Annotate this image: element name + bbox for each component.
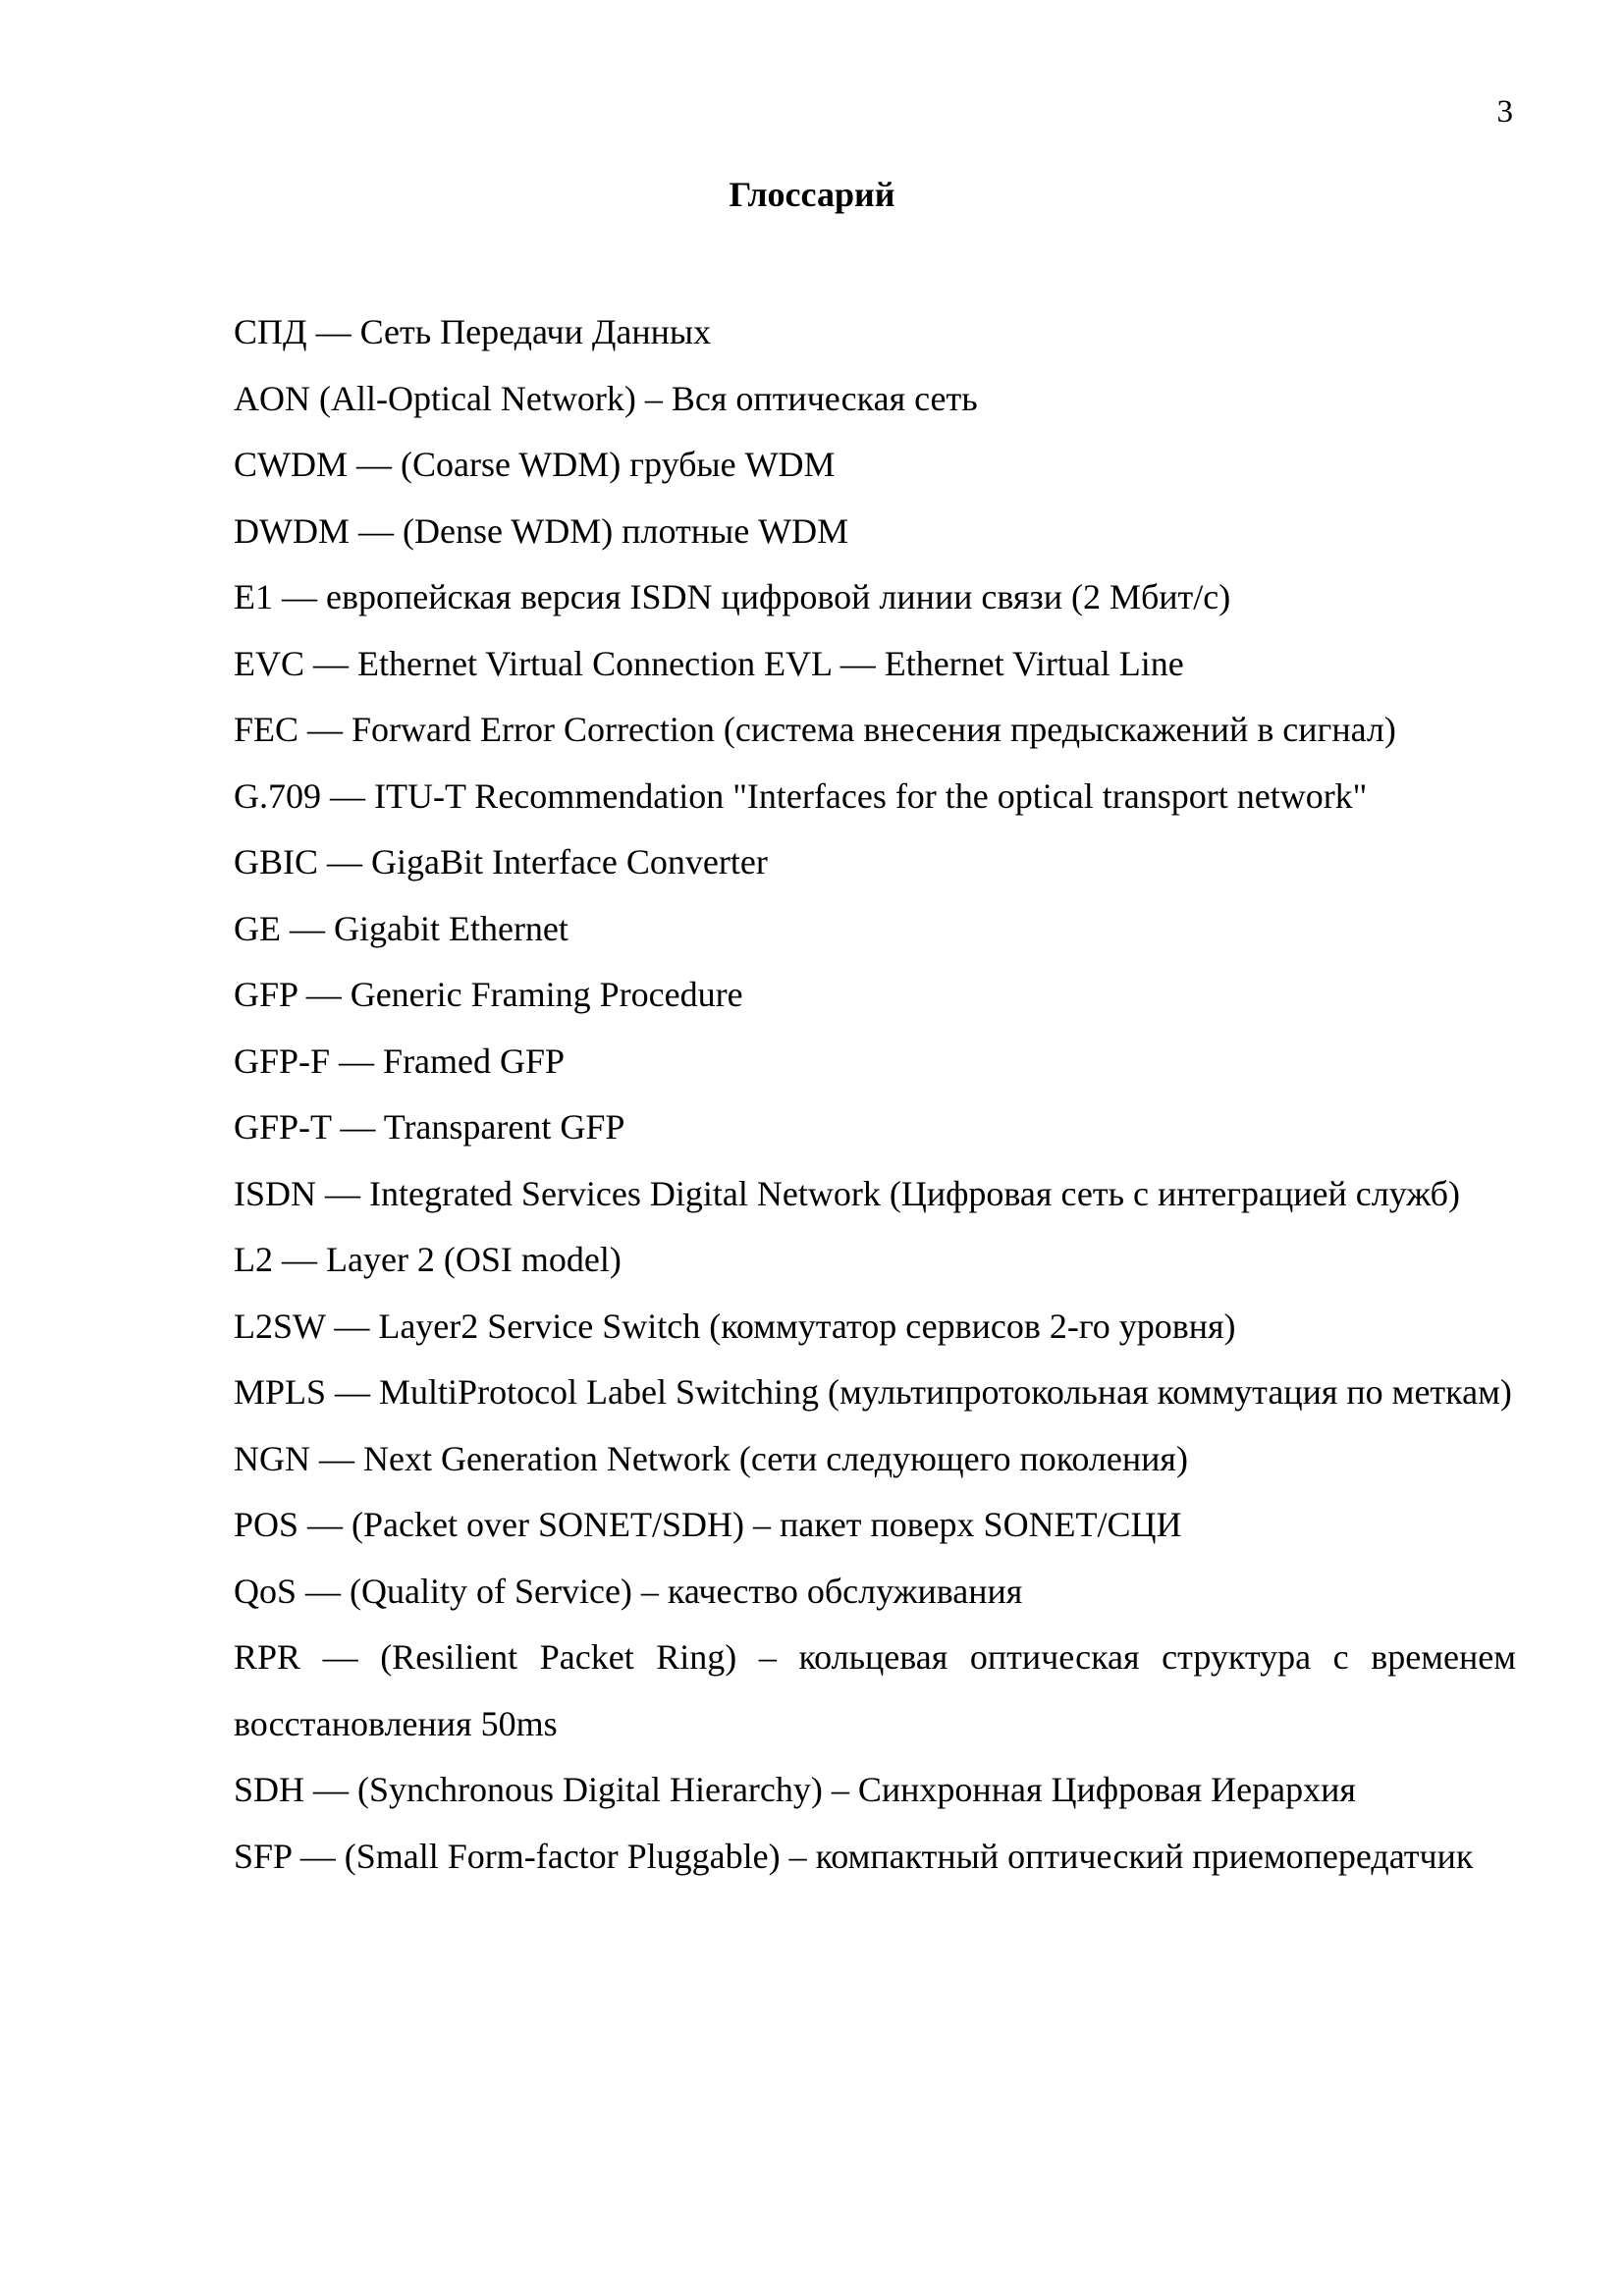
glossary-entry: GE — Gigabit Ethernet bbox=[234, 908, 568, 948]
glossary-entry: GFP-T — Transparent GFP bbox=[234, 1107, 625, 1147]
glossary-entry: L2 — Layer 2 (OSI model) bbox=[234, 1240, 622, 1279]
glossary-list bbox=[234, 299, 1516, 1890]
glossary-entry: G.709 — ITU-T Recommendation "Interfaces for the optical transport network" bbox=[234, 775, 1368, 816]
glossary-entry: CWDM — (Coarse WDM) грубые WDM bbox=[234, 445, 836, 484]
glossary-entry: NGN — Next Generation Network (сети следующего поколения) bbox=[234, 1438, 1188, 1478]
glossary-entry: СПД — Сеть Передачи Данных bbox=[234, 312, 712, 351]
glossary-entry: SDH — (Synchronous Digital Hierarchy) – Синхронная Цифровая Иерархия bbox=[234, 1770, 1356, 1809]
page-title: Глоссарий bbox=[729, 175, 895, 214]
glossary-entry: SFP — (Small Form-factor Pluggable) – компактный оптический приемопередатчик bbox=[234, 1836, 1474, 1876]
glossary-entry: ISDN — Integrated Services Digital Network (Цифровая сеть с интеграцией служб) bbox=[234, 1173, 1460, 1213]
glossary-entry: E1 — европейская версия ISDN цифровой линии связи (2 Мбит/с) bbox=[234, 577, 1231, 616]
glossary-entry: QoS — (Quality of Service) – качество обслуживания bbox=[234, 1571, 1023, 1611]
glossary-entry: DWDM — (Dense WDM) плотные WDM bbox=[234, 510, 849, 551]
glossary-entry: FEC — Forward Error Correction (система внесения предыскажений в сигнал) bbox=[234, 710, 1396, 749]
glossary-entry: EVC — Ethernet Virtual Connection EVL — Ethernet Virtual Line bbox=[234, 643, 1184, 683]
glossary-entry: RPR — (Resilient Packet Ring) – кольцевая оптическая структура с временем восстановления 50ms bbox=[234, 1637, 1516, 1743]
glossary-entry: GFP — Generic Framing Procedure bbox=[234, 975, 743, 1014]
glossary-entry: GFP-F — Framed GFP bbox=[234, 1041, 566, 1081]
glossary-entry: AON (All-Optical Network) – Вся оптическая сеть bbox=[234, 378, 978, 418]
glossary-entry: MPLS — MultiProtocol Label Switching (мультипротокольная коммутация по меткам) bbox=[234, 1372, 1512, 1412]
glossary-entry: L2SW — Layer2 Service Switch (коммутатор сервисов 2-го уровня) bbox=[234, 1306, 1236, 1346]
page-number: 3 bbox=[1496, 94, 1513, 130]
glossary-entry: POS — (Packet over SONET/SDH) – пакет поверх SONET/СЦИ bbox=[234, 1505, 1182, 1544]
glossary-entry: GBIC — GigaBit Interface Converter bbox=[234, 842, 768, 881]
